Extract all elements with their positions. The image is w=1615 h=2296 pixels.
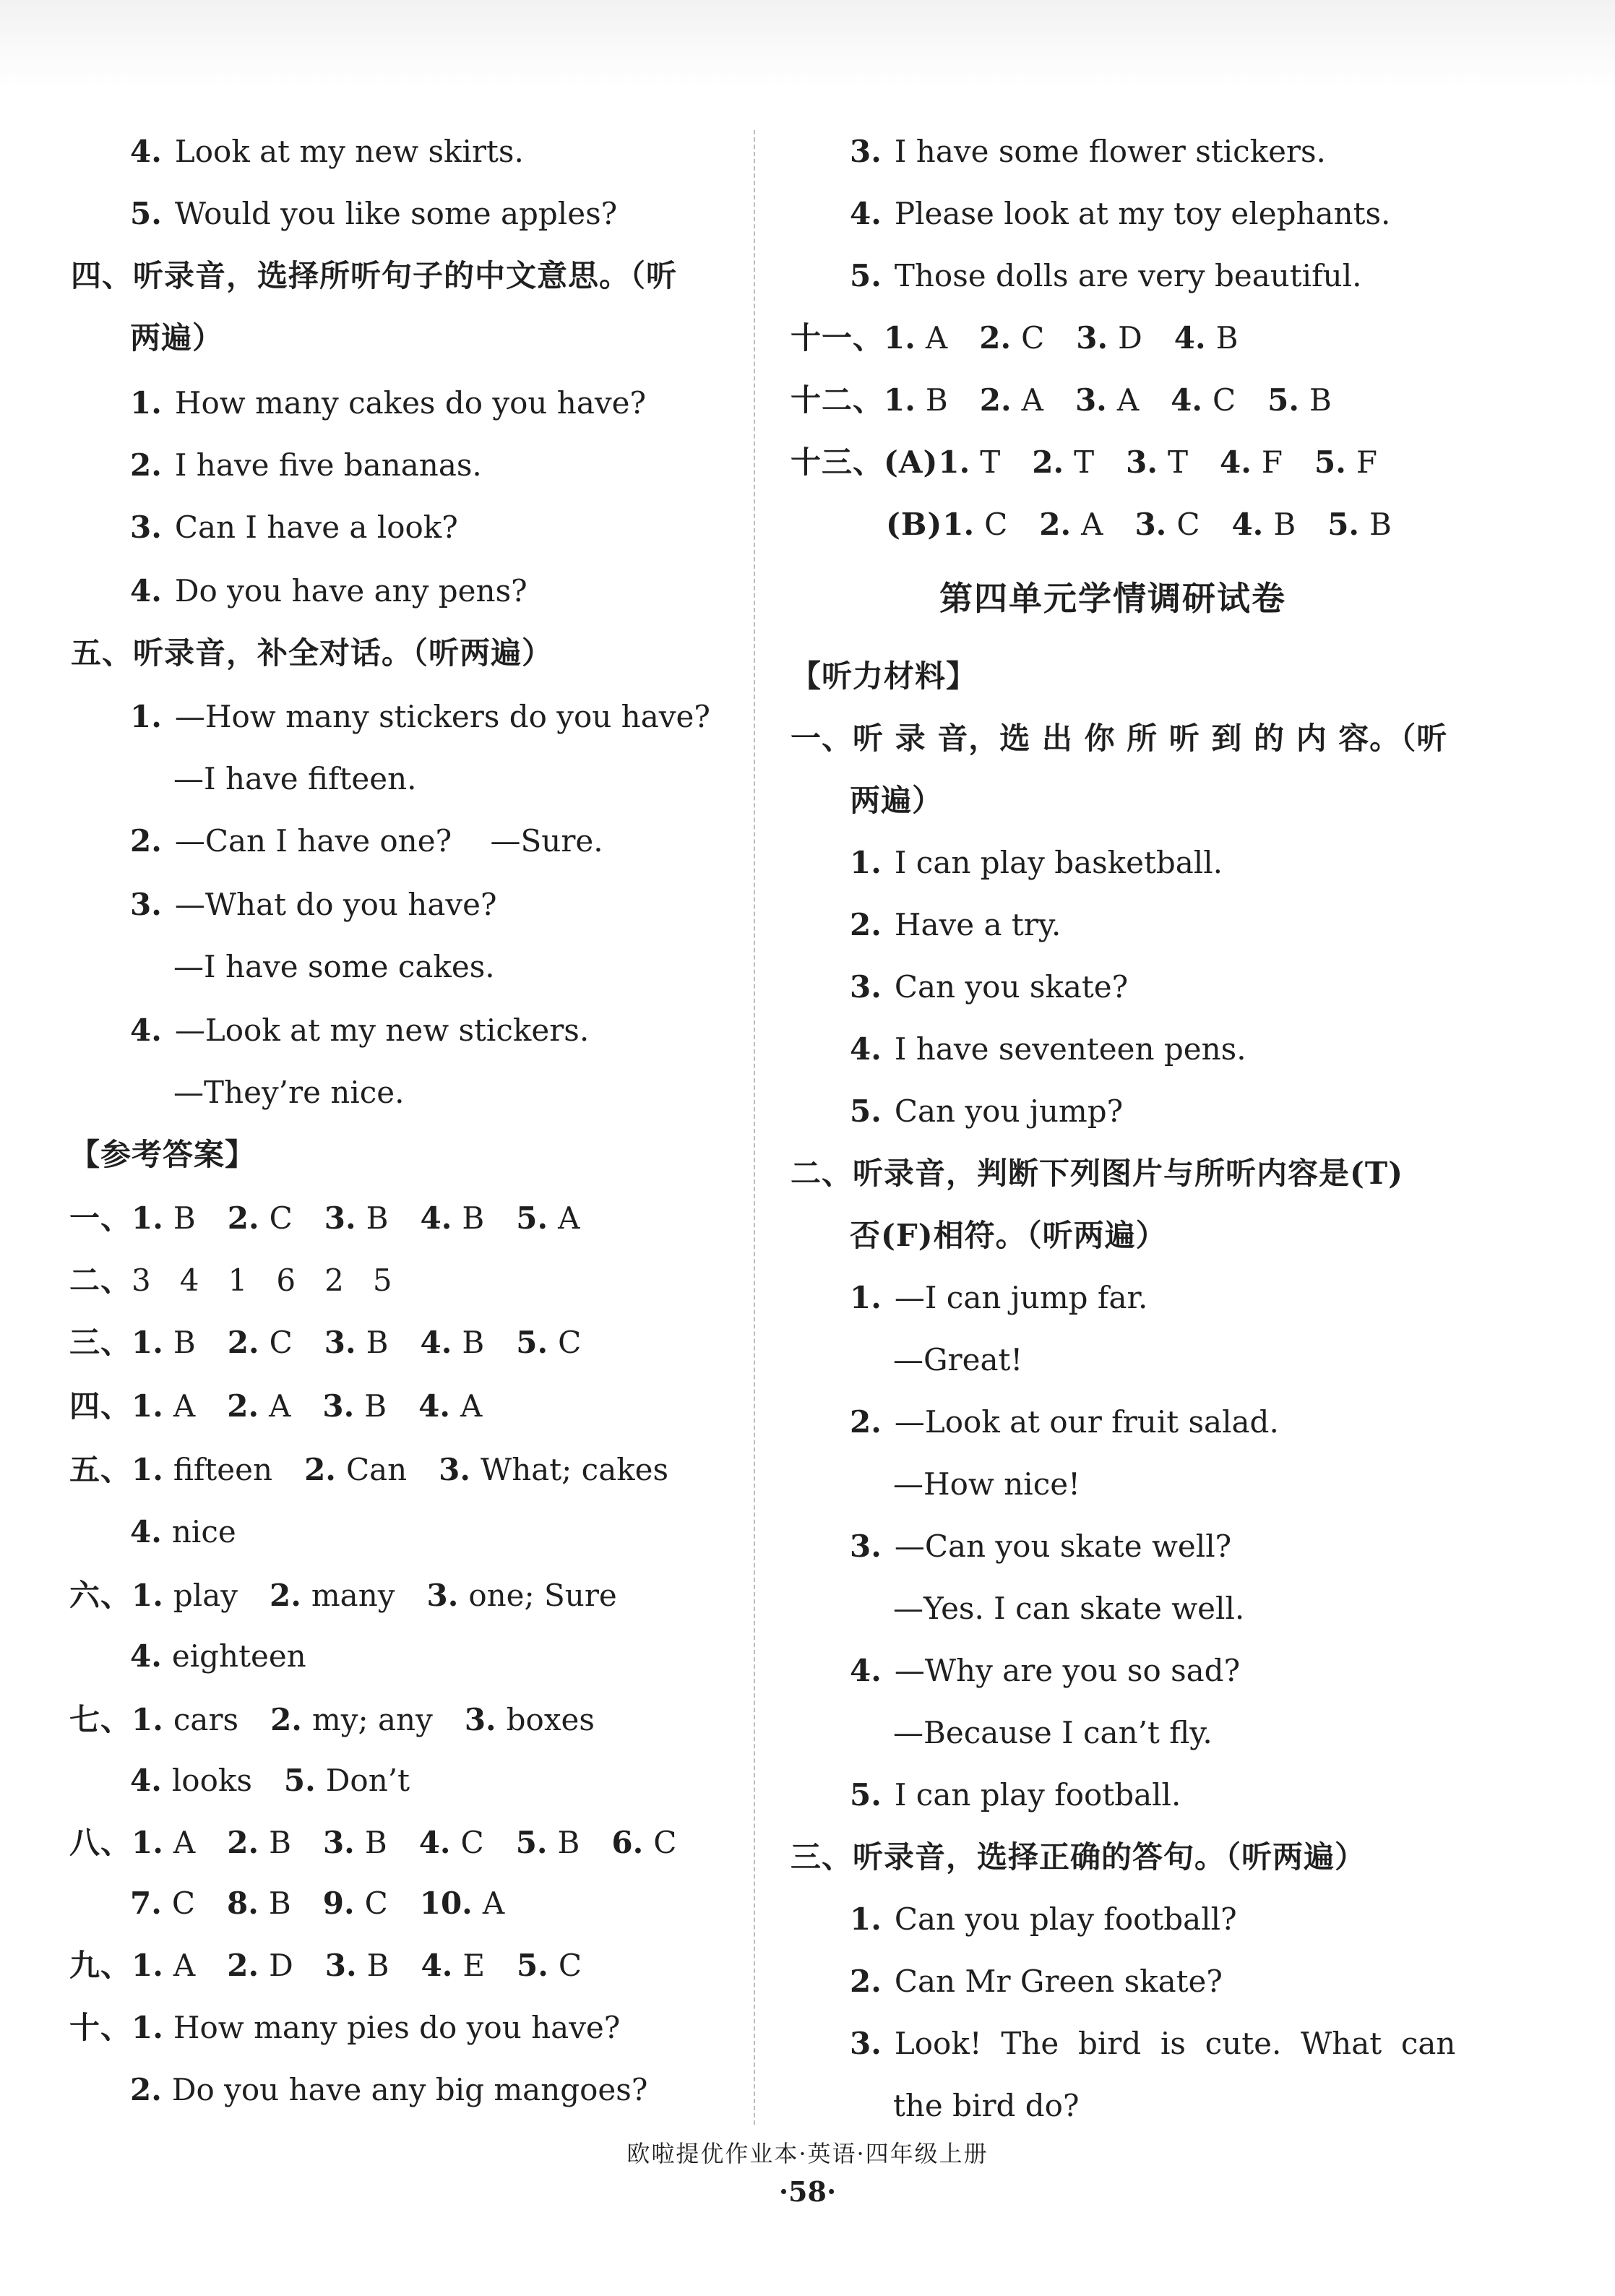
- dialogue-line: —Because I can’t fly.: [893, 1715, 1213, 1750]
- section-heading-cont: 两遍）: [130, 320, 224, 356]
- answer-row: 七、1. cars 2. my; any 3. boxes: [69, 1702, 595, 1737]
- scan-top-shade: [0, 0, 1615, 87]
- answer-row: 4. eighteen: [130, 1638, 306, 1674]
- answer-row: 十二、1. B 2. A 3. A 4. C 5. B: [791, 382, 1332, 418]
- list-item: 5. Would you like some apples?: [130, 196, 618, 231]
- answer-row: 四、1. A 2. A 3. B 4. A: [69, 1388, 483, 1424]
- footer-book-title: 欧啦提优作业本·英语·四年级上册: [626, 2140, 989, 2167]
- dialogue-line: —How nice!: [893, 1466, 1080, 1502]
- answer-row: 五、1. fifteen 2. Can 3. What; cakes: [69, 1452, 669, 1487]
- section-heading: 五、听录音，补全对话。（听两遍）: [71, 635, 554, 671]
- column-divider: [754, 130, 755, 2125]
- section-heading: 四、听录音，选择所听句子的中文意思。（听: [71, 258, 678, 293]
- list-item: 2. I have five bananas.: [130, 447, 482, 483]
- unit-title: 第四单元学情调研试卷: [939, 579, 1286, 618]
- list-item: 4. Please look at my toy elephants.: [850, 196, 1391, 231]
- answer-row: 一、1. B 2. C 3. B 4. B 5. A: [69, 1200, 580, 1236]
- answer-row: 4. nice: [130, 1514, 236, 1549]
- answer-row: 八、1. A 2. B 3. B 4. C 5. B 6. C: [69, 1825, 677, 1860]
- list-item: 3. I have some flower stickers.: [850, 134, 1326, 169]
- dialogue-line: 2. —Look at our fruit salad.: [850, 1404, 1279, 1440]
- answer-row: 六、1. play 2. many 3. one; Sure: [69, 1578, 617, 1613]
- dialogue-line: —I have some cakes.: [173, 949, 495, 984]
- dialogue-line: 3. —What do you have?: [130, 887, 497, 922]
- list-item: 3. Can I have a look?: [130, 509, 458, 545]
- list-item: 3. Look! The bird is cute. What can: [850, 2026, 1456, 2061]
- answer-row: 十三、(A)1. T 2. T 3. T 4. F 5. F: [791, 444, 1377, 480]
- dialogue-line: —Great!: [893, 1342, 1023, 1377]
- list-item: 3. Can you skate?: [850, 969, 1129, 1005]
- answer-row: 2. Do you have any big mangoes?: [130, 2072, 648, 2107]
- answer-row: 九、1. A 2. D 3. B 4. E 5. C: [69, 1948, 582, 1983]
- dialogue-line: 4. —Look at my new stickers.: [130, 1012, 590, 1048]
- answer-row: 7. C 8. B 9. C 10. A: [130, 1886, 505, 1921]
- section-heading: 一、听 录 音，选 出 你 所 听 到 的 内 容。（听: [791, 721, 1448, 756]
- list-item: 2. Have a try.: [850, 907, 1061, 942]
- list-item: 5. Those dolls are very beautiful.: [850, 258, 1362, 293]
- dialogue-line: —Yes. I can skate well.: [893, 1591, 1245, 1626]
- page-number: ·58·: [778, 2175, 837, 2208]
- section-heading-cont: 否(F)相符。（听两遍）: [850, 1218, 1167, 1253]
- list-item: 4. Look at my new skirts.: [130, 134, 524, 169]
- answer-row: 4. looks 5. Don’t: [130, 1763, 410, 1798]
- list-item: the bird do?: [893, 2088, 1080, 2123]
- answer-row: 三、1. B 2. C 3. B 4. B 5. C: [69, 1325, 582, 1360]
- dialogue-line: 3. —Can you skate well?: [850, 1528, 1232, 1564]
- listening-material-heading: 【听力材料】: [791, 658, 978, 694]
- answers-heading: 【参考答案】: [69, 1137, 257, 1172]
- answer-row: 十一、1. A 2. C 3. D 4. B: [791, 320, 1239, 356]
- answer-row: 十、1. How many pies do you have?: [69, 2010, 621, 2045]
- list-item: 1. How many cakes do you have?: [130, 385, 646, 421]
- list-item: 2. Can Mr Green skate?: [850, 1964, 1223, 1999]
- dialogue-line: 5. I can play football.: [850, 1777, 1181, 1813]
- answer-row: (B)1. C 2. A 3. C 4. B 5. B: [886, 507, 1392, 542]
- list-item: 4. Do you have any pens?: [130, 573, 527, 609]
- list-item: 1. Can you play football?: [850, 1901, 1237, 1937]
- list-item: 5. Can you jump?: [850, 1093, 1124, 1129]
- list-item: 4. I have seventeen pens.: [850, 1031, 1246, 1067]
- dialogue-line: —I have fifteen.: [173, 761, 417, 796]
- section-heading: 三、听录音，选择正确的答句。（听两遍）: [791, 1839, 1366, 1875]
- list-item: 1. I can play basketball.: [850, 845, 1223, 880]
- dialogue-line: 4. —Why are you so sad?: [850, 1653, 1241, 1688]
- dialogue-line: 2. —Can I have one? —Sure.: [130, 823, 603, 859]
- section-heading-cont: 两遍）: [850, 783, 944, 818]
- dialogue-line: 1. —How many stickers do you have?: [130, 699, 710, 734]
- section-heading: 二、听录音，判断下列图片与所听内容是(T): [791, 1156, 1403, 1191]
- dialogue-line: —They’re nice.: [173, 1075, 405, 1110]
- dialogue-line: 1. —I can jump far.: [850, 1280, 1148, 1315]
- answer-row: 二、3 4 1 6 2 5: [69, 1263, 392, 1298]
